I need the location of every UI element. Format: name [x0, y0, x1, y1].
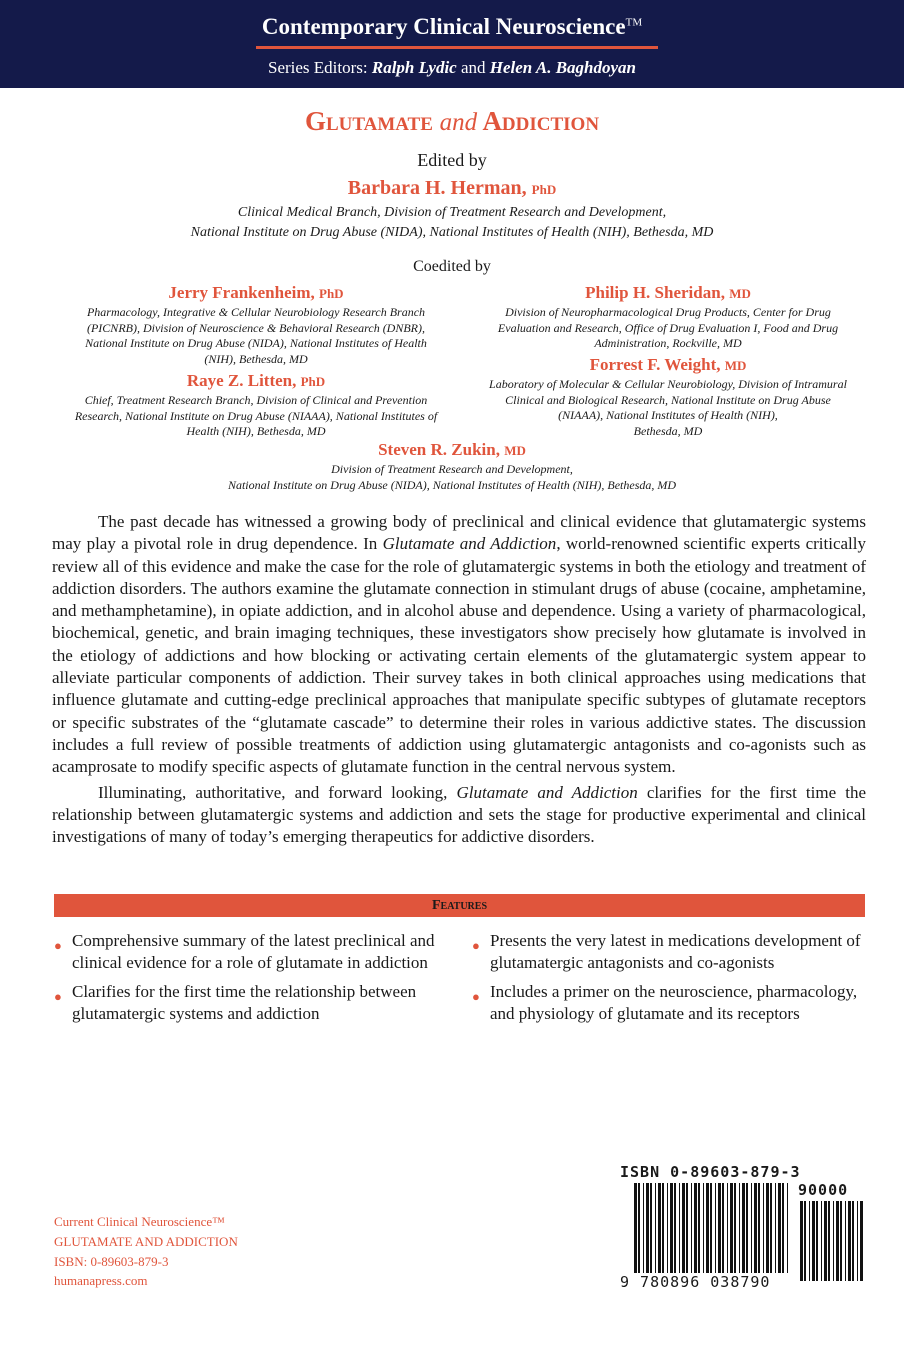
barcode-bar [787, 1183, 788, 1273]
barcode-bar [766, 1183, 769, 1273]
bullet-icon: ● [472, 988, 480, 1004]
bullet-icon: ● [54, 988, 62, 1004]
feature-item: ● Includes a primer on the neuroscience, pharmacology, and physiology of glutamate and its receptors [472, 981, 858, 1023]
barcode-bar [646, 1183, 649, 1273]
barcode-bar [751, 1183, 752, 1273]
features-list-left [54, 930, 454, 1031]
feature-item: ● Presents the very latest in medications development of glutamatergic antagonists and co-agonists [472, 931, 861, 973]
series-title: Contemporary Clinical Neuroscience™ [261, 14, 643, 39]
description-paragraph-2: Illuminating, authoritative, and forward looking, Glutamate and Addiction clarifies for the first time the relationship between glutamatergic systems and addiction and sets the stage for productive experimental and clinical investigations of many of today’s emerging therapeutics for addictive disorders. [52, 782, 866, 847]
series-editors: Series Editors: Ralph Lydic and Helen A. Baghdoyan [267, 58, 637, 77]
barcode-bar [722, 1183, 724, 1273]
barcode-bar [778, 1183, 781, 1273]
isbn-barcode [620, 1163, 868, 1293]
barcode-bar [812, 1201, 815, 1281]
series-banner [0, 0, 904, 88]
barcode-bar [836, 1201, 839, 1281]
barcode-bar [746, 1183, 748, 1273]
publisher-url: humanapress.com [54, 1273, 148, 1288]
barcode-bar [679, 1183, 680, 1273]
bullet-icon: ● [54, 938, 62, 953]
barcode-ean-digits: 9 780896 038790 [620, 1273, 771, 1291]
barcode-bar [775, 1183, 776, 1273]
barcode-bar [662, 1183, 664, 1273]
coeditor-weight: Forrest F. Weight, MD Laboratory of Molecular & Cellular Neurobiology, Division of Intramural Clinical and Biological Research, National Institute on Drug Abuse (NIAAA), National Institutes of Health (NIH), Bethesda, MD [489, 355, 847, 438]
barcode-bar [727, 1183, 728, 1273]
barcode-bar [710, 1183, 712, 1273]
book-title: Glutamate and Addiction [304, 106, 600, 136]
barcode-bar [650, 1183, 652, 1273]
barcode-bar [698, 1183, 700, 1273]
edited-by-label: Edited by [417, 150, 487, 170]
barcode-bar [739, 1183, 740, 1273]
barcode-bar [782, 1183, 784, 1273]
coeditor-frankenheim: Jerry Frankenheim, PhD Pharmacology, Integrative & Cellular Neurobiology Research Branch (PICNRB), Division of Neuroscience & Behavioral Research (DNBR), National Institute on Drug Abuse (NIDA), National Institutes of Health (NIH), Bethesda, MD [85, 283, 427, 366]
barcode-bar [643, 1183, 644, 1273]
barcode-bar [682, 1183, 685, 1273]
barcode-bar [824, 1201, 827, 1281]
barcode-bar [667, 1183, 668, 1273]
barcode-bar [816, 1201, 818, 1281]
barcode-isbn-label: ISBN 0-89603-879-3 [620, 1163, 801, 1181]
coeditor-sheridan: Philip H. Sheridan, MD Division of Neuropharmacological Drug Products, Center for Drug Evaluation and Research, Office of Drug Evaluation I, Food and Drug Administration, Rockville, MD [497, 283, 839, 350]
features-header: Features [54, 894, 865, 917]
barcode-bar [634, 1183, 637, 1273]
barcode-bar [730, 1183, 733, 1273]
coeditor-zukin: Steven R. Zukin, MD Division of Treatment Research and Development, National Institute on Drug Abuse (NIDA), National Institutes of Health (NIH), Bethesda, MD [227, 440, 677, 492]
barcode-bar [655, 1183, 656, 1273]
barcode-bar [658, 1183, 661, 1273]
barcode-bar [840, 1201, 842, 1281]
barcode-bar [686, 1183, 688, 1273]
coedited-by-label: Coedited by [413, 258, 491, 275]
barcode-bar [715, 1183, 716, 1273]
book-description [52, 511, 866, 851]
barcode-bar [674, 1183, 676, 1273]
barcode-bar [742, 1183, 745, 1273]
features-list-right [472, 930, 872, 1031]
barcode-bar [706, 1183, 709, 1273]
barcode-bar [718, 1183, 721, 1273]
feature-item: ● Comprehensive summary of the latest preclinical and clinical evidence for a role of glutamate in addiction [54, 931, 435, 973]
barcode-bar [860, 1201, 863, 1281]
barcode-bar [691, 1183, 692, 1273]
barcode-bar [828, 1201, 830, 1281]
barcode-bar [857, 1201, 858, 1281]
editor-name: Barbara H. Herman, PhD [347, 177, 557, 199]
feature-item: ● Clarifies for the first time the relationship between glutamatergic systems and addiction [54, 981, 417, 1023]
barcode-bar [734, 1183, 736, 1273]
editor-affiliation: Clinical Medical Branch, Division of Treatment Research and Development, National Institute on Drug Abuse (NIDA), National Institutes of Health (NIH), Bethesda, MD [190, 205, 714, 240]
barcode-bar [809, 1201, 810, 1281]
barcode-bar [852, 1201, 854, 1281]
barcode-bar [833, 1201, 834, 1281]
footer-series-info: Current Clinical Neuroscience™ GLUTAMATE AND ADDICTION ISBN: 0-89603-879-3 [54, 1214, 238, 1269]
barcode-bar [694, 1183, 697, 1273]
barcode-bar [848, 1201, 851, 1281]
barcode-bar [770, 1183, 772, 1273]
barcode-bar [703, 1183, 704, 1273]
barcode-bar [670, 1183, 673, 1273]
barcode-bar [821, 1201, 822, 1281]
barcode-bar [754, 1183, 757, 1273]
banner-divider [256, 46, 658, 49]
barcode-bar [804, 1201, 806, 1281]
barcode-bar [845, 1201, 846, 1281]
barcode-bar [763, 1183, 764, 1273]
barcode-bar [800, 1201, 803, 1281]
barcode-price-code: 90000 [798, 1181, 849, 1199]
description-paragraph-1: The past decade has witnessed a growing body of preclinical and clinical evidence that glutamatergic systems may play a pivotal role in drug dependence. In Glutamate and Addiction, world-renowned scientific experts critically review all of this evidence and make the case for the role of glutamatergic systems in both the etiology and treatment of addiction disorders. The authors examine the glutamate connection in stimulant drugs of abuse (cocaine, amphetamine, and methamphetamine), in opiate addiction, and in alcohol abuse and dependence. Using a variety of pharmacological, biochemical, genetic, and brain imaging techniques, these investigators show precisely how glutamate is involved in the etiology of addictions and how blocking or activating certain elements of the glutamatergic system appear to alleviate particular components of addiction. Their survey takes in both clinical approaches using medications that influence glutamate and cutting-edge preclinical approaches that manipulate specific subtypes of glutamate receptors or specific substrates of the “glutamate cascade” to determine their roles in various addictive states. The discussion includes a full review of possible treatments of addiction using glutamatergic antagonists and co-agonists such as acamprosate to modify specific aspects of glutamate function in the central nervous system. [52, 512, 866, 777]
barcode-bar [758, 1183, 760, 1273]
barcode-bar [638, 1183, 640, 1273]
bullet-icon: ● [472, 938, 480, 953]
coeditor-litten: Raye Z. Litten, PhD Chief, Treatment Research Branch, Division of Clinical and Prevention Research, National Institute on Drug Abuse (NIAAA), National Institutes of Health (NIH), Bethesda, MD [74, 371, 438, 438]
